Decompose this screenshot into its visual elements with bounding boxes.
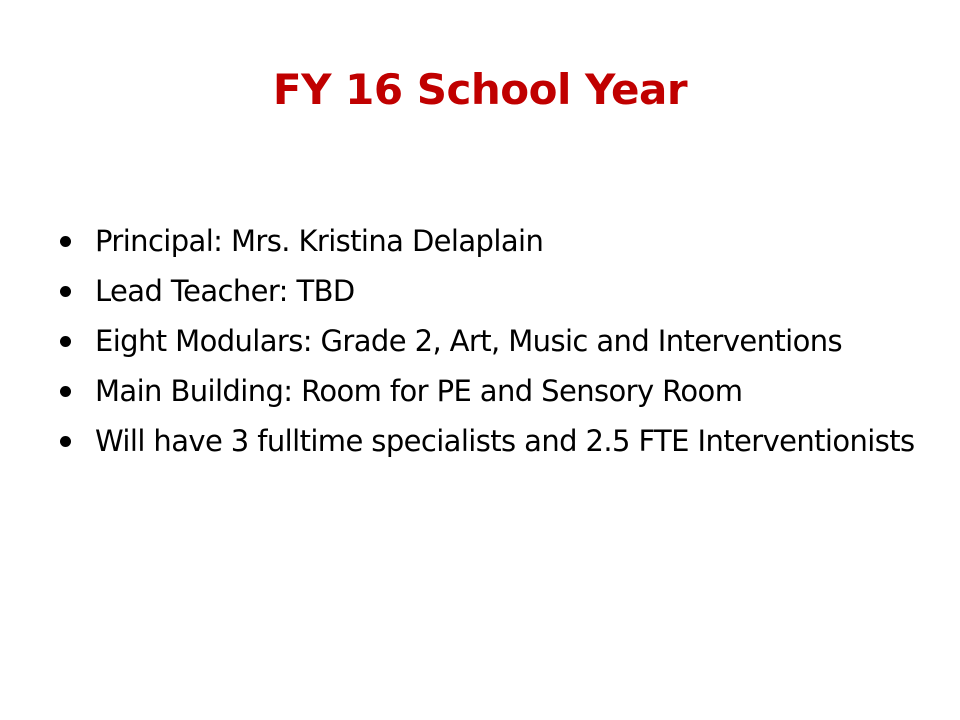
bullet-item-principal [60,222,920,260]
bullet-point-icon [60,436,71,447]
bullet-list [60,222,920,472]
bullet-item-specialists [60,422,920,460]
bullet-point-icon [60,286,71,297]
bullet-point-icon [60,236,71,247]
bullet-item-lead-teacher [60,272,920,310]
bullet-point-icon [60,336,71,347]
slide-title: FY 16 School Year [272,65,688,114]
bullet-text: Lead Teacher: TBD [95,274,355,308]
bullet-item-main-building [60,372,920,410]
bullet-text: Principal: Mrs. Kristina Delaplain [95,224,544,258]
bullet-text: Main Building: Room for PE and Sensory Room [95,374,743,408]
bullet-text: Eight Modulars: Grade 2, Art, Music and Interventions [95,324,843,358]
bullet-point-icon [60,386,71,397]
bullet-item-modulars [60,322,920,360]
bullet-text: Will have 3 fulltime specialists and 2.5 FTE Interventionists [95,424,915,458]
